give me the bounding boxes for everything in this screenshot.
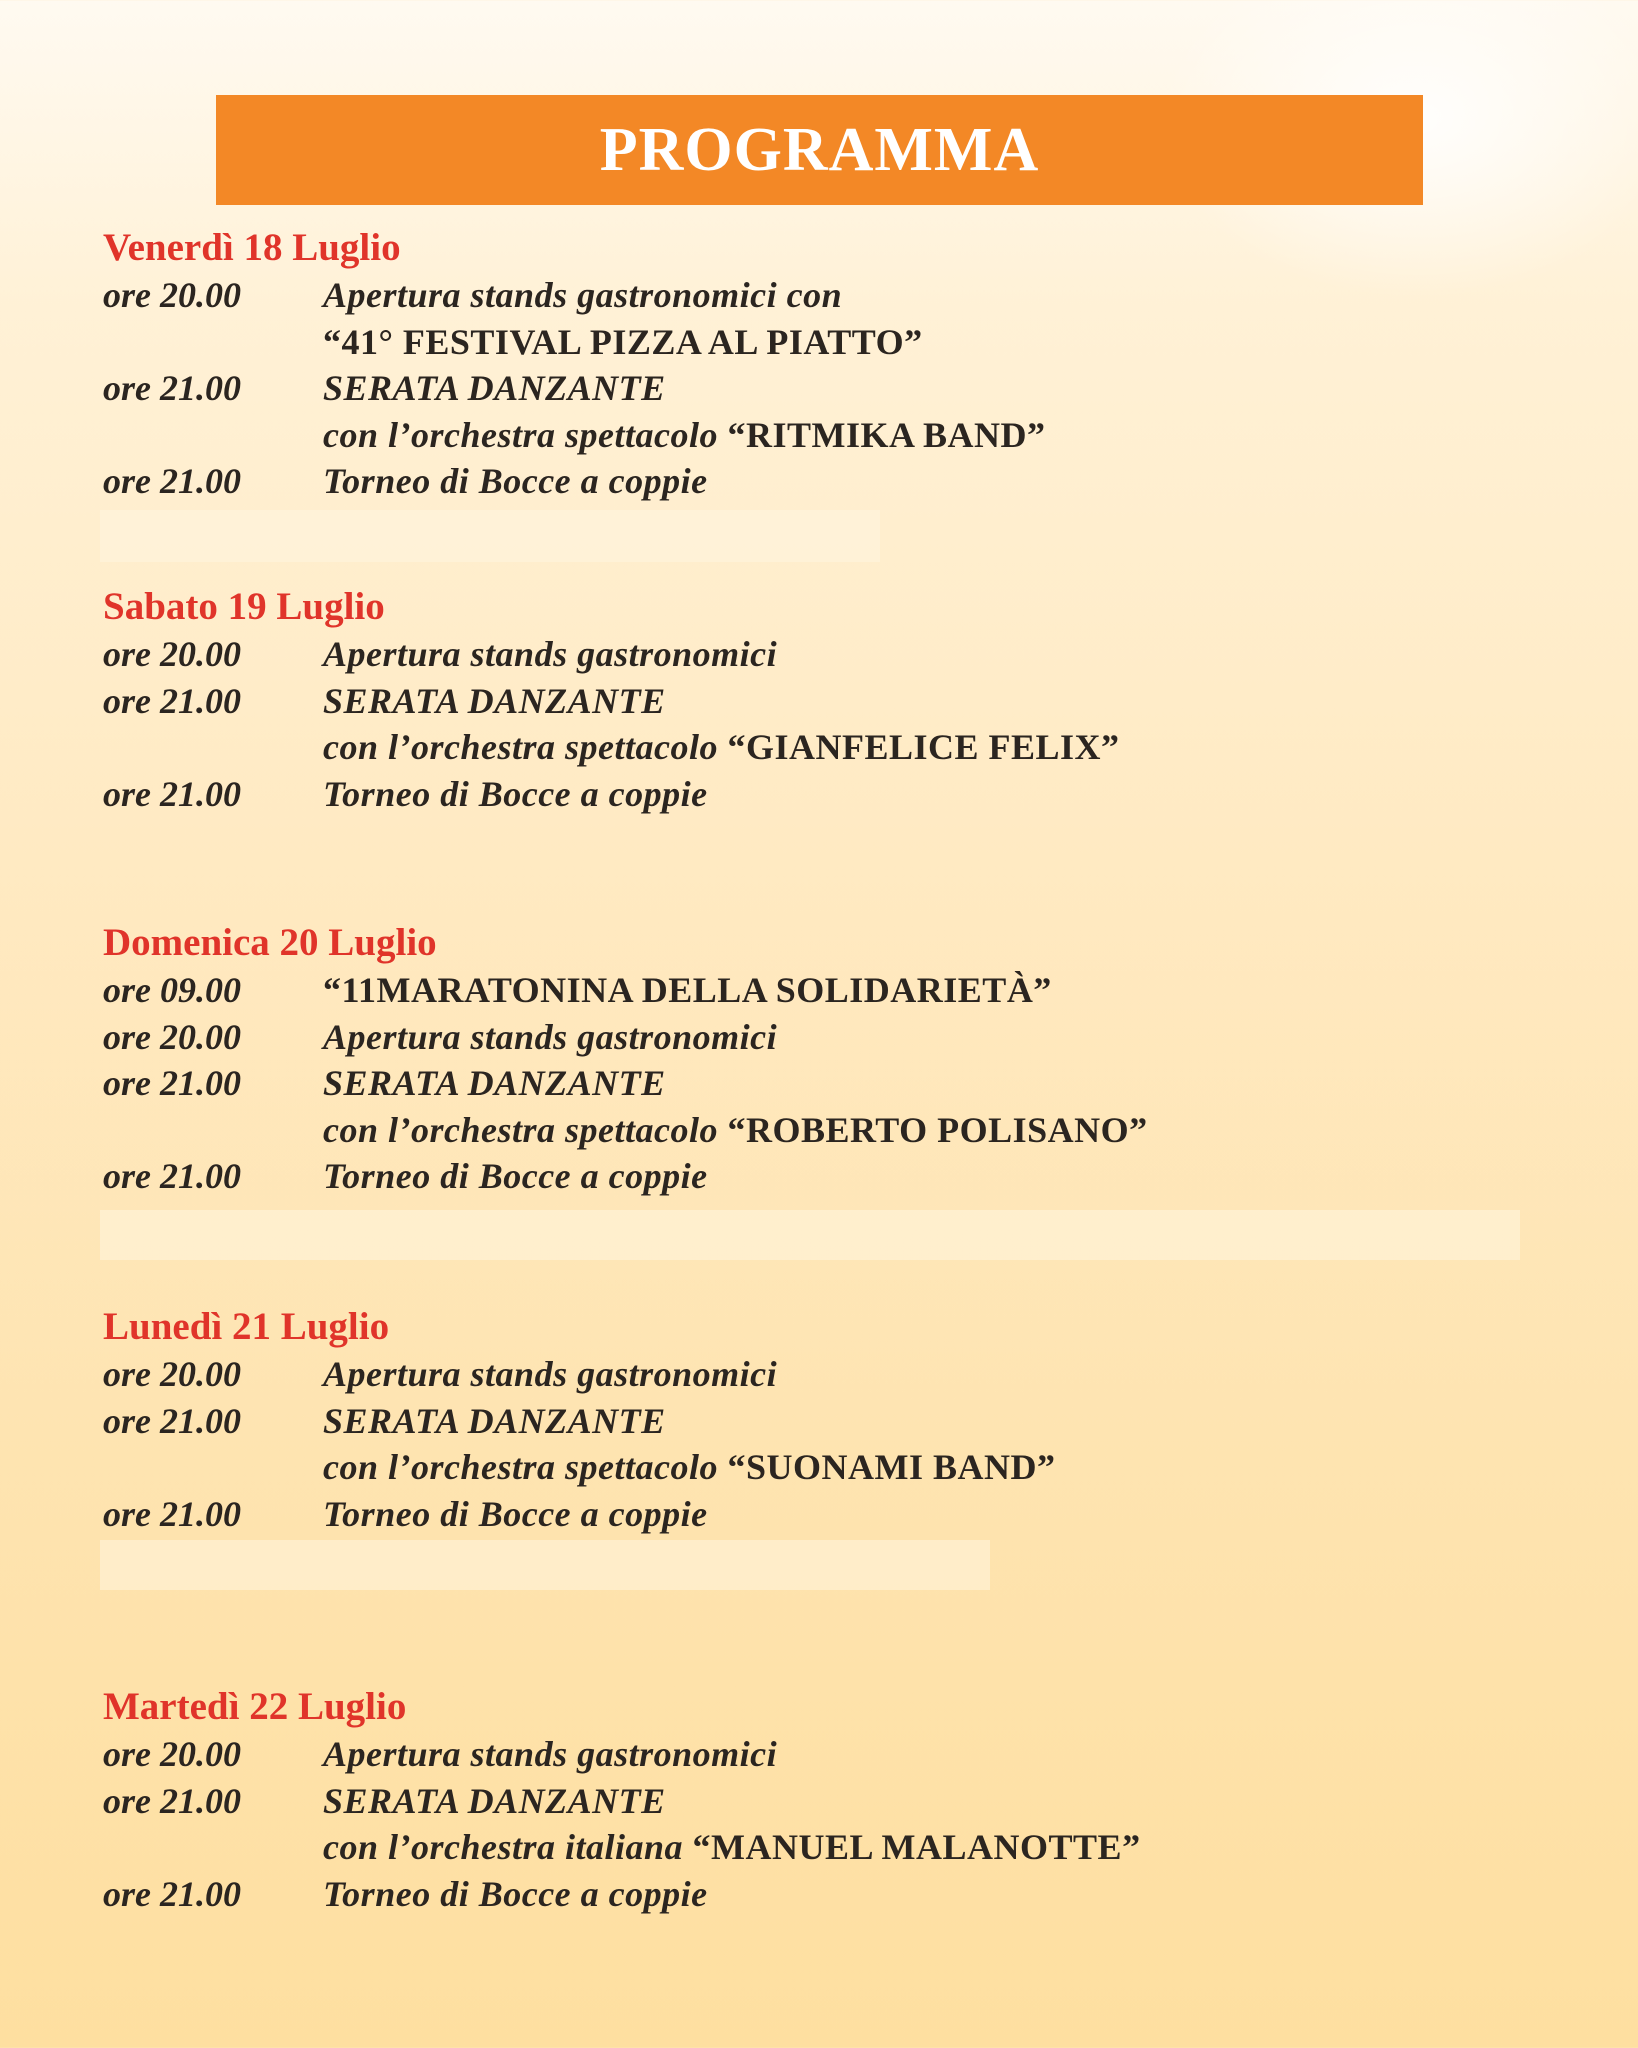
event-text: SERATA DANZANTE [323,1780,666,1821]
schedule-row [103,1398,1503,1445]
event-highlight: “ROBERTO POLISANO” [727,1109,1148,1150]
schedule-row [103,272,1503,319]
schedule-row [103,1778,1503,1825]
event-description [323,1444,1056,1491]
schedule-row [103,1351,1503,1398]
day-title: Venerdì 18 Luglio [103,226,401,269]
event-time: ore 20.00 [103,275,241,315]
event-text: Torneo di Bocce a coppie [323,1493,708,1534]
schedule-row [103,1153,1503,1200]
day-title: Sabato 19 Luglio [103,585,385,628]
event-description [323,458,708,505]
event-text: SERATA DANZANTE [323,1063,666,1103]
event-time: ore 21.00 [103,1493,241,1534]
schedule-row [103,967,1503,1014]
schedule-row [103,1060,1503,1107]
event-time: ore 20.00 [103,1016,241,1057]
event-highlight: “41° FESTIVAL PIZZA AL PIATTO” [323,321,923,362]
event-text: Apertura stands gastronomici [323,1354,778,1394]
event-time: ore 20.00 [103,1354,241,1394]
schedule-row [103,631,1503,678]
event-text: Apertura stands gastronomici [323,1016,778,1057]
event-text: Torneo di Bocce a coppie [323,1156,708,1196]
event-description [323,1824,1141,1871]
event-time: ore 21.00 [103,1780,241,1821]
schedule-row [103,1444,1503,1491]
event-description [323,771,708,818]
event-text: SERATA DANZANTE [323,368,666,408]
event-highlight: “GIANFELICE FELIX” [727,727,1120,767]
schedule-row [103,319,1503,366]
program-title: PROGRAMMA [599,115,1040,184]
event-description [323,1491,708,1538]
event-description [323,412,1046,459]
schedule-row [103,771,1503,818]
event-time: ore 20.00 [103,1734,241,1774]
event-text: con l’orchestra spettacolo [323,1447,728,1487]
event-description [323,1351,777,1398]
day-title: Martedì 22 Luglio [103,1685,407,1728]
schedule-row [103,678,1503,725]
event-time: ore 21.00 [103,1873,241,1914]
event-text: Torneo di Bocce a coppie [323,773,708,814]
event-time: ore 21.00 [103,1156,241,1196]
event-description [323,967,1052,1014]
event-time: ore 21.00 [103,773,241,814]
event-description [323,1014,777,1061]
schedule-row [103,1871,1503,1918]
background-band [100,1210,1520,1260]
event-description [323,1871,708,1918]
schedule-row [103,1731,1503,1778]
event-text: Apertura stands gastronomici con [323,275,843,315]
event-text: Torneo di Bocce a coppie [323,1873,708,1914]
event-time: ore 20.00 [103,634,241,674]
day-title: Domenica 20 Luglio [103,921,437,964]
schedule-row [103,412,1503,459]
background-band [100,510,880,562]
event-highlight: “11MARATONINA DELLA SOLIDARIETÀ” [323,970,1052,1010]
event-text: Apertura stands gastronomici [323,634,778,674]
event-text: SERATA DANZANTE [323,1400,666,1441]
event-time: ore 21.00 [103,1063,241,1103]
day-section [103,1304,1503,1537]
event-text: Apertura stands gastronomici [323,1734,778,1774]
event-time: ore 09.00 [103,970,241,1010]
day-section [103,225,1503,505]
event-text: SERATA DANZANTE [323,680,666,721]
schedule-row [103,365,1503,412]
event-time: ore 21.00 [103,680,241,721]
event-description [323,1107,1148,1154]
event-description [323,1060,666,1107]
event-text: Torneo di Bocce a coppie [323,461,708,501]
event-description [323,1153,708,1200]
event-text: con l’orchestra spettacolo [323,1109,728,1150]
event-highlight: “SUONAMI BAND” [727,1447,1056,1487]
schedule-row [103,458,1503,505]
event-highlight: “MANUEL MALANOTTE” [692,1827,1141,1867]
day-section [103,1684,1503,1917]
day-section [103,584,1503,817]
program-banner [216,95,1423,205]
schedule-row [103,724,1503,771]
event-text: con l’orchestra spettacolo [323,414,728,455]
event-text: con l’orchestra spettacolo [323,727,728,767]
event-description [323,1398,666,1445]
event-description [323,365,666,412]
event-description [323,724,1120,771]
day-section [103,920,1503,1200]
event-time: ore 21.00 [103,1400,241,1441]
event-time: ore 21.00 [103,461,241,501]
event-time: ore 21.00 [103,368,241,408]
schedule-row [103,1491,1503,1538]
event-description [323,1778,666,1825]
event-description [323,678,666,725]
schedule-row [103,1014,1503,1061]
background-band [100,1540,990,1590]
event-text: con l’orchestra italiana [323,1827,693,1867]
schedule-row [103,1824,1503,1871]
event-description [323,272,842,319]
schedule-row [103,1107,1503,1154]
event-highlight: “RITMIKA BAND” [727,414,1046,455]
event-description [323,1731,777,1778]
event-description [323,631,777,678]
day-title: Lunedì 21 Luglio [103,1305,390,1348]
event-description [323,319,923,366]
